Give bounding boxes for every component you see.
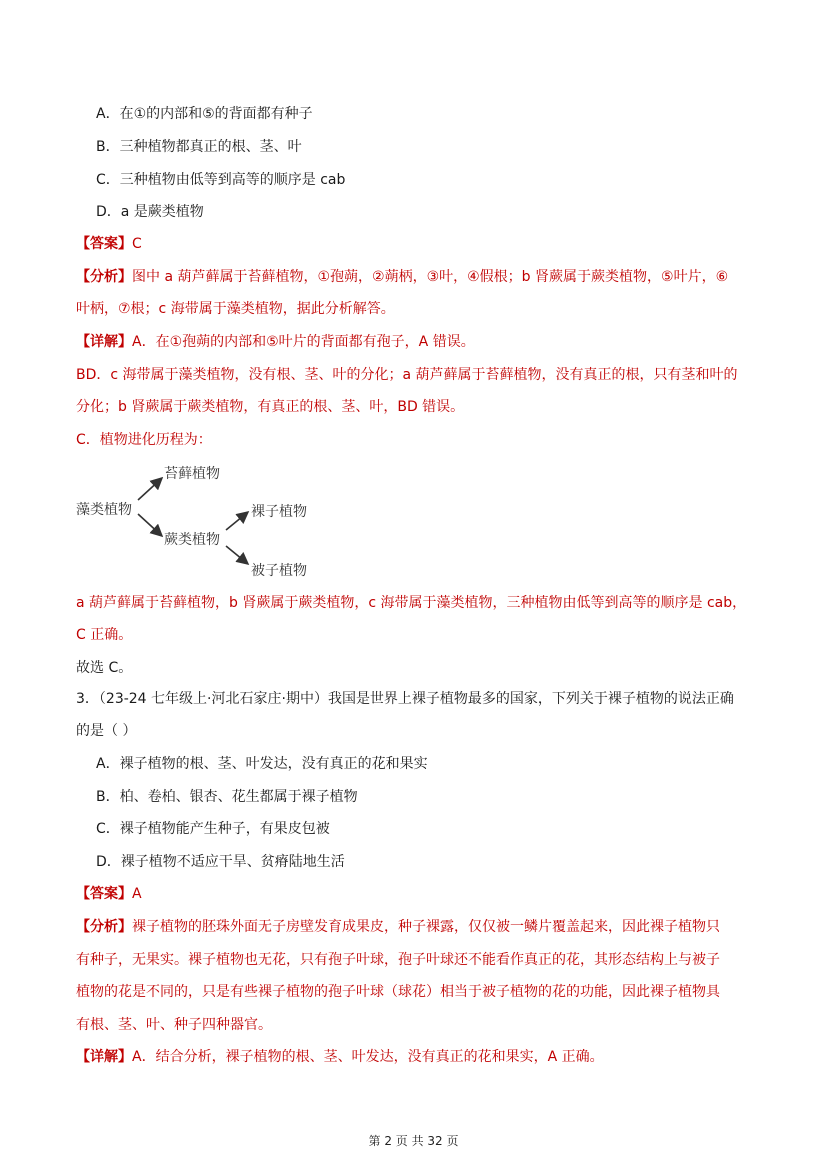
- q3-answer: [76, 884, 142, 904]
- node-gymno: 裸子植物: [251, 504, 307, 520]
- q3-detail-line-1: [76, 1047, 604, 1067]
- q2-option-c: C．三种植物由低等到高等的顺序是 cab: [96, 172, 346, 188]
- q2-analysis-line-2: 叶柄，⑦根；c 海带属于藻类植物，据此分析解答。: [76, 301, 395, 317]
- q3-stem-line-1: 3．（23-24 七年级上·河北石家庄·期中）我国是世界上裸子植物最多的国家，下列关于裸子植物的说法正确: [76, 691, 734, 707]
- node-angio: 被子植物: [251, 563, 307, 579]
- analysis-text: 图中 a 葫芦藓属于苔藓植物，①孢蒴，②蒴柄，③叶，④假根；b 肾蕨属于蕨类植物，⑤叶片，⑥: [132, 269, 729, 285]
- arrow-fern-angio: [226, 546, 248, 564]
- page-footer: 第 2 页 共 32 页: [368, 1134, 459, 1148]
- q3-analysis-line-4: 有根、茎、叶、种子四种器官。: [76, 1017, 272, 1033]
- detail-text: A．在①孢蒴的内部和⑤叶片的背面都有孢子，A 错误。: [132, 334, 475, 350]
- q2-choose: 故选 C。: [76, 660, 133, 676]
- q2-conclusion-line-2: C 正确。: [76, 627, 133, 643]
- q2-analysis-line-1: [76, 267, 728, 287]
- q3-stem-line-2: 的是（ ）: [76, 723, 137, 739]
- q2-detail-line-2: BD．c 海带属于藻类植物，没有根、茎、叶的分化；a 葫芦藓属于苔藓植物，没有真正的根，只有茎和叶的: [76, 367, 738, 383]
- answer-value: C: [132, 236, 142, 252]
- plant-evolution-diagram: [76, 464, 336, 584]
- arrow-algae-moss: [138, 478, 162, 500]
- node-algae: 藻类植物: [76, 502, 132, 518]
- q2-detail-line-1: [76, 332, 475, 352]
- q2-option-a: A．在①的内部和⑤的背面都有种子: [96, 106, 313, 122]
- detail-tag: 【详解】: [76, 1049, 132, 1065]
- q2-option-d: D．a 是蕨类植物: [96, 204, 204, 220]
- analysis-tag: 【分析】: [76, 269, 132, 285]
- detail-text: A．结合分析，裸子植物的根、茎、叶发达，没有真正的花和果实，A 正确。: [132, 1049, 604, 1065]
- q2-answer: [76, 234, 142, 254]
- q2-detail-line-3: 分化；b 肾蕨属于蕨类植物，有真正的根、茎、叶，BD 错误。: [76, 399, 465, 415]
- answer-tag: 【答案】: [76, 236, 132, 252]
- q3-option-c: C．裸子植物能产生种子，有果皮包被: [96, 821, 330, 837]
- q3-option-a: A．裸子植物的根、茎、叶发达，没有真正的花和果实: [96, 756, 428, 772]
- analysis-text: 裸子植物的胚珠外面无子房壁发育成果皮，种子裸露，仅仅被一鳞片覆盖起来，因此裸子植物只: [132, 919, 720, 935]
- answer-tag: 【答案】: [76, 886, 132, 902]
- q3-analysis-line-1: [76, 917, 720, 937]
- node-fern: 蕨类植物: [164, 532, 220, 548]
- arrow-algae-fern: [138, 514, 162, 536]
- q3-analysis-line-2: 有种子，无果实。裸子植物也无花，只有孢子叶球，孢子叶球还不能看作真正的花，其形态结构上与被子: [76, 952, 720, 968]
- q3-option-b: B．柏、卷柏、银杏、花生都属于裸子植物: [96, 789, 358, 805]
- arrow-fern-gymno: [226, 512, 248, 530]
- q2-conclusion-line-1: a 葫芦藓属于苔藓植物，b 肾蕨属于蕨类植物，c 海带属于藻类植物，三种植物由低等到高等的顺序是 cab，: [76, 595, 747, 611]
- q2-option-b: B．三种植物都真正的根、茎、叶: [96, 139, 302, 155]
- q3-analysis-line-3: 植物的花是不同的，只是有些裸子植物的孢子叶球（球花）相当于被子植物的花的功能，因此裸子植物具: [76, 984, 720, 1000]
- analysis-tag: 【分析】: [76, 919, 132, 935]
- q2-detail-line-4: C．植物进化历程为：: [76, 432, 212, 448]
- node-moss: 苔藓植物: [164, 466, 220, 482]
- answer-value: A: [132, 886, 142, 902]
- detail-tag: 【详解】: [76, 334, 132, 350]
- q3-option-d: D．裸子植物不适应干旱、贫瘠陆地生活: [96, 854, 345, 870]
